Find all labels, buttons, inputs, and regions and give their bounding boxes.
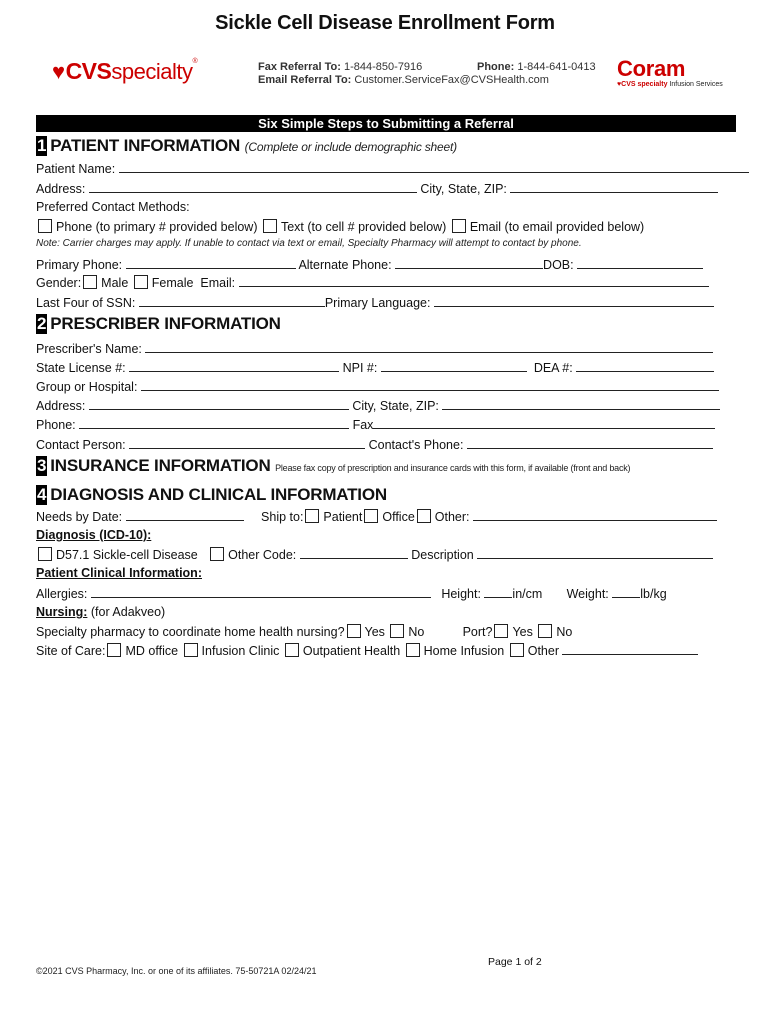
height-field[interactable] [484,586,512,598]
text-option-label: Text (to cell # provided below) [280,220,447,234]
logo-specialty-text: specialty [111,59,193,84]
phone-option-label: Phone (to primary # provided below) [56,220,258,234]
nursing-label: Nursing: [36,605,88,619]
section-note: (Complete or include demographic sheet) [244,140,457,154]
home-infusion-label: Home Infusion [423,644,505,658]
phone-label: Phone: [477,61,515,73]
text-checkbox[interactable] [263,219,277,233]
section-title: DIAGNOSIS AND CLINICAL INFORMATION [50,485,387,504]
email-address: Customer.ServiceFax@CVSHealth.com [354,74,549,86]
section-4-heading [36,485,387,505]
coordinate-yes-label: Yes [364,625,385,639]
email-field[interactable] [239,275,709,287]
email-option-label: Email (to email provided below) [469,220,645,234]
section-2-heading [36,314,281,334]
male-checkbox[interactable] [83,275,97,289]
coordinate-question: Specialty pharmacy to coordinate home health nursing? [36,625,345,639]
md-office-checkbox[interactable] [107,643,121,657]
cvs-specialty-logo [52,58,197,85]
patient-address-row [36,181,718,196]
email-label: Email: [200,276,236,290]
group-field[interactable] [141,379,719,391]
contact-person-label: Contact Person: [36,438,126,452]
logo-reg-mark: ® [192,58,198,65]
group-row [36,379,719,394]
ship-other-checkbox[interactable] [417,509,431,523]
other-code-field[interactable] [300,547,408,559]
coram-logo: Coram [617,56,686,81]
height-label: Height: [441,587,481,601]
site-other-checkbox[interactable] [510,643,524,657]
weight-field[interactable] [612,586,640,598]
home-infusion-checkbox[interactable] [406,643,420,657]
city-state-zip-label: City, State, ZIP: [352,399,439,413]
dob-field[interactable] [577,257,703,269]
patient-name-field[interactable] [119,161,749,173]
site-of-care-label: Site of Care: [36,644,106,658]
site-of-care-row [36,643,698,658]
port-no-checkbox[interactable] [538,624,552,638]
diagnosis-heading: Diagnosis (ICD-10): [36,528,152,542]
nursing-row [36,605,165,619]
ship-patient-label: Patient [323,510,363,524]
section-number: 1 [37,136,47,155]
d57-checkbox[interactable] [38,547,52,561]
ship-to-label: Ship to: [261,510,304,524]
allergies-row [36,586,667,601]
site-other-field[interactable] [562,643,698,655]
phone-referral [477,61,596,73]
coordinate-row [36,624,572,639]
email-referral-label: Email Referral To: [258,74,352,86]
email-referral [258,74,549,86]
patient-name-label: Patient Name: [36,162,116,176]
contact-methods-row [36,219,644,234]
phone-field[interactable] [79,417,349,429]
dea-label: DEA #: [533,361,573,375]
city-state-zip-field[interactable] [442,398,720,410]
male-label: Male [101,276,129,290]
weight-label: Weight: [566,587,609,601]
page-number: Page 1 of 2 [488,956,542,968]
prescriber-name-label: Prescriber's Name: [36,342,142,356]
state-license-label: State License #: [36,361,126,375]
section-1-heading [36,136,457,156]
description-field[interactable] [477,547,713,559]
contact-phone-label: Contact's Phone: [368,438,464,452]
female-label: Female [151,276,194,290]
ssn-field[interactable] [139,295,325,307]
city-state-zip-field[interactable] [510,181,718,193]
dob-label: DOB: [543,258,574,272]
fax-referral [258,61,422,73]
allergies-field[interactable] [91,586,431,598]
port-question: Port? [462,625,493,639]
height-unit: in/cm [512,587,543,601]
contact-phone-field[interactable] [467,437,713,449]
section-number: 2 [37,314,47,333]
coram-sub-text: Infusion Services [669,81,723,88]
ship-office-checkbox[interactable] [364,509,378,523]
license-row [36,360,714,375]
contact-person-row [36,437,713,452]
section-title: PATIENT INFORMATION [50,136,241,155]
section-number: 4 [37,485,47,504]
address-label: Address: [36,399,86,413]
copyright-footer: ©2021 CVS Pharmacy, Inc. or one of its affiliates. 75-50721A 02/24/21 [36,966,317,976]
infusion-clinic-checkbox[interactable] [184,643,198,657]
gender-label: Gender: [36,276,82,290]
coordinate-no-checkbox[interactable] [390,624,404,638]
prescriber-name-field[interactable] [145,341,713,353]
npi-label: NPI #: [342,361,378,375]
fax-field[interactable] [373,417,715,429]
coram-sub-brand: ♥CVS specialty [617,81,668,88]
email-checkbox[interactable] [452,219,466,233]
needs-by-field[interactable] [126,509,244,521]
address-field[interactable] [89,398,349,410]
primary-phone-field[interactable] [126,257,296,269]
prescriber-address-row [36,398,720,413]
ssn-label: Last Four of SSN: [36,296,136,310]
alternate-phone-label: Alternate Phone: [298,258,392,272]
contact-person-field[interactable] [129,437,365,449]
preferred-contact-label: Preferred Contact Methods: [36,200,190,214]
female-checkbox[interactable] [134,275,148,289]
fax-label: Fax [352,418,374,432]
fax-referral-label: Fax Referral To: [258,61,341,73]
section-title: INSURANCE INFORMATION [50,456,271,475]
address-label: Address: [36,182,86,196]
md-office-label: MD office [125,644,179,658]
coordinate-yes-checkbox[interactable] [347,624,361,638]
patient-name-row [36,161,749,176]
primary-language-label: Primary Language: [324,296,431,310]
ship-patient-checkbox[interactable] [305,509,319,523]
ssn-language-row [36,295,714,310]
port-no-label: No [556,625,573,639]
coram-subtitle [617,81,723,88]
port-yes-checkbox[interactable] [494,624,508,638]
dea-field[interactable] [576,360,714,372]
state-license-field[interactable] [129,360,339,372]
logo-cvs-text: CVS [65,58,112,84]
ship-other-label: Other: [434,510,470,524]
diagnosis-row [36,547,713,562]
allergies-label: Allergies: [36,587,88,601]
d57-label: D57.1 Sickle-cell Disease [56,548,198,562]
carrier-note: Note: Carrier charges may apply. If unable to contact via text or email, Specialty Pharmacy will attempt to contact by phone. [36,238,582,249]
primary-phone-label: Primary Phone: [36,258,123,272]
outpatient-label: Outpatient Health [302,644,401,658]
ship-other-field[interactable] [473,509,717,521]
other-code-checkbox[interactable] [210,547,224,561]
alternate-phone-field[interactable] [395,257,543,269]
section-note: Please fax copy of prescription and insurance cards with this form, if available (front and back) [275,463,631,473]
weight-unit: lb/kg [640,587,667,601]
phone-label: Phone: [36,418,76,432]
prescriber-phone-row [36,417,715,432]
port-yes-label: Yes [512,625,533,639]
needs-by-label: Needs by Date: [36,510,123,524]
infusion-clinic-label: Infusion Clinic [201,644,280,658]
section-title: PRESCRIBER INFORMATION [50,314,281,333]
description-label: Description [411,548,474,562]
coordinate-no-label: No [408,625,425,639]
form-title: Sickle Cell Disease Enrollment Form [215,12,555,34]
steps-banner: Six Simple Steps to Submitting a Referral [36,115,736,132]
phones-row [36,257,703,272]
fax-number: 1-844-850-7916 [344,61,423,73]
npi-field[interactable] [381,360,527,372]
clinical-heading: Patient Clinical Information: [36,566,202,580]
needs-ship-row [36,509,717,524]
nursing-note: (for Adakveo) [90,605,166,619]
primary-language-field[interactable] [434,295,714,307]
prescriber-name-row [36,341,713,356]
gender-email-row [36,275,709,290]
city-state-zip-label: City, State, ZIP: [420,182,507,196]
site-other-label: Other [527,644,559,658]
other-code-label: Other Code: [228,548,297,562]
section-number: 3 [37,456,47,475]
ship-office-label: Office [382,510,415,524]
outpatient-checkbox[interactable] [285,643,299,657]
group-label: Group or Hospital: [36,380,138,394]
address-field[interactable] [89,181,417,193]
heart-icon: ♥ [52,59,65,84]
phone-number: 1-844-641-0413 [517,61,596,73]
phone-checkbox[interactable] [38,219,52,233]
section-3-heading [36,456,630,476]
